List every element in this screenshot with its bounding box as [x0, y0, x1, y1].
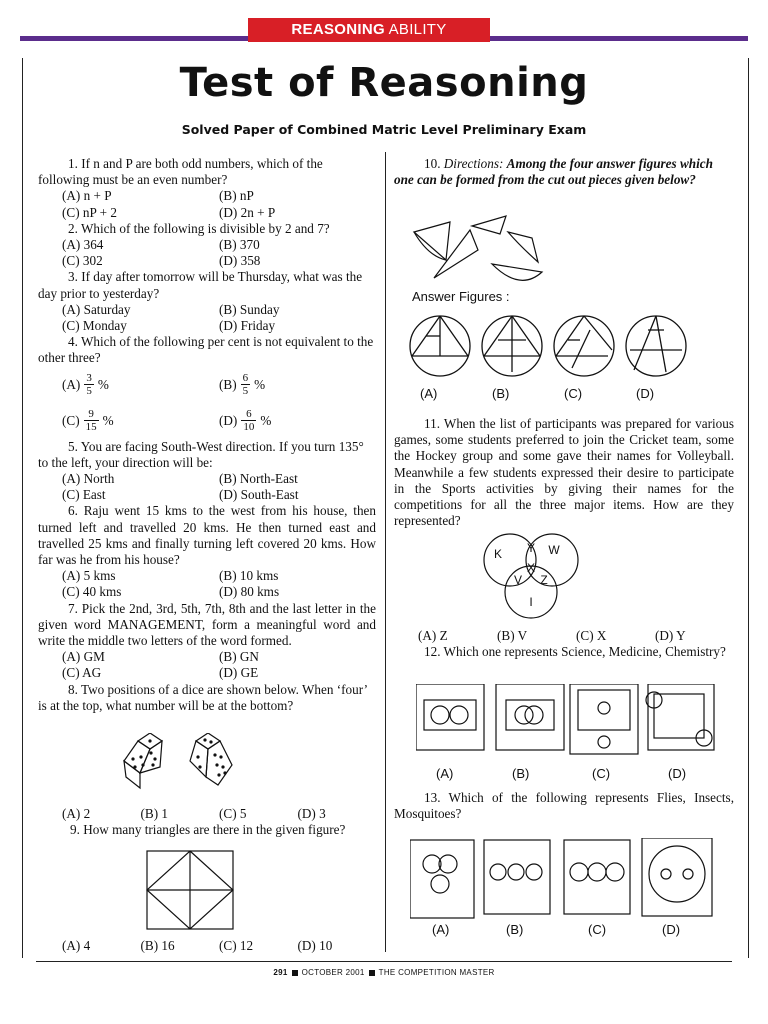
footer-square-icon	[292, 970, 298, 976]
q4-option-a-label: (A)	[62, 376, 81, 392]
q4-stem: 4. Which of the following per cent is not equivalent to the other three?	[38, 334, 374, 366]
section-tag-light: ABILITY	[388, 21, 447, 38]
q9-options	[38, 938, 376, 954]
q13-stem: 13. Which of the following represents Flies, Insects, Mosquitoes?	[394, 790, 734, 822]
q4-option-a	[62, 372, 219, 397]
q5-option-c: (C) East	[62, 487, 106, 503]
q4-a-numerator: 3	[86, 372, 92, 385]
q7-option-c: (C) AG	[62, 665, 102, 681]
q2-option-c: (C) 302	[62, 253, 103, 269]
q6-option-c: (C) 40 kms	[62, 584, 122, 600]
q5-options-row2	[38, 487, 376, 503]
q13-figure-d	[642, 838, 712, 916]
dice-1	[124, 733, 162, 788]
q8-options	[38, 806, 376, 838]
q10-figure-a	[410, 316, 470, 376]
q13-figure-a	[410, 840, 474, 918]
q8-options-row	[38, 806, 376, 822]
venn-label-x: X	[526, 561, 536, 575]
q13-label-d: (D)	[662, 922, 681, 937]
q7-option-b: (B) GN	[219, 649, 259, 665]
q1-stem	[38, 156, 376, 188]
q2-stem: 2. Which of the following is divisible by 2 and 7?	[68, 220, 330, 236]
q7-option-d: (D) GE	[219, 665, 259, 681]
q12-label-d: (D)	[668, 766, 687, 781]
q4-c-numerator: 9	[84, 408, 99, 421]
q9-triangles-figure	[146, 850, 234, 930]
q12-label-a: (A)	[436, 766, 454, 781]
q13-label-b: (B)	[506, 922, 524, 937]
q10-directions-label: Directions:	[443, 156, 504, 171]
q4-a-unit: %	[97, 376, 109, 392]
q9-option-b: (B) 16	[140, 938, 175, 953]
q9-stem: 9. How many triangles are there in the given figure?	[70, 822, 346, 838]
q11-option-c: (C) X	[576, 628, 607, 643]
q6-option-d: (D) 80 kms	[219, 584, 280, 600]
q12-figure-c	[570, 684, 638, 754]
q2-options-row1	[38, 237, 376, 253]
q7-option-a: (A) GM	[62, 649, 105, 665]
q5-option-a: (A) North	[62, 471, 115, 487]
q4-d-denominator: 10	[243, 421, 255, 434]
q8-option-b: (B) 1	[140, 806, 168, 821]
q4-c-denominator: 15	[85, 421, 97, 434]
q4-option-d-label: (D)	[219, 412, 238, 428]
q12-label-b: (B)	[512, 766, 530, 781]
q6-option-b: (B) 10 kms	[219, 568, 279, 584]
q1-option-b: (B) nP	[219, 188, 254, 204]
q10-number: 10.	[424, 156, 441, 171]
q10-label-d: (D)	[636, 386, 655, 401]
q6-option-a: (A) 5 kms	[62, 568, 116, 584]
q4-option-b-label: (B)	[219, 376, 237, 392]
q7-options-row2	[38, 665, 376, 681]
q4-options-row1	[38, 367, 376, 403]
q3-options-row2	[38, 318, 376, 334]
q2-option-a: (A) 364	[62, 237, 104, 253]
q12-figure-d	[646, 684, 714, 750]
venn-label-w: W	[548, 543, 560, 557]
q12-figures	[416, 684, 720, 766]
column-divider	[385, 152, 386, 952]
section-tag-bold: REASONING	[291, 21, 385, 38]
dice-1-dots	[131, 739, 156, 768]
q10-answer-label-wrap	[412, 289, 612, 305]
q7-stem: 7. Pick the 2nd, 3rd, 5th, 7th, 8th and the last letter in the given word MANAGEMENT, form a meaningful word and write the middle two letters of the word formed.	[38, 600, 376, 649]
bottom-rule	[36, 961, 732, 962]
q4-options-row2	[38, 403, 376, 439]
q4-option-c	[62, 408, 219, 433]
section-tag	[248, 18, 490, 42]
q10-cut-pieces	[410, 212, 560, 287]
footer-date: OCTOBER 2001	[301, 968, 365, 977]
q9-option-d: (D) 10	[297, 938, 333, 953]
q11-block	[394, 416, 734, 529]
q13-label-c: (C)	[588, 922, 607, 937]
q10-figure-b	[482, 316, 542, 376]
q1-option-c: (C) nP + 2	[62, 204, 117, 220]
q5-option-d: (D) South-East	[219, 487, 299, 503]
q1-option-a: (A) n + P	[62, 188, 112, 204]
q7-options-row1	[38, 649, 376, 665]
q6-stem: 6. Raju went 15 kms to the west from his house, then turned left and travelled 20 kms. He then turned east and travelled 25 kms and finally turning left covered 20 kms. How far was he from his house?	[38, 503, 376, 568]
q1-option-d: (D) 2n + P	[219, 204, 276, 220]
q12-figure-b	[496, 684, 564, 750]
q10-figure-d	[626, 316, 686, 376]
q13-figure-c	[564, 840, 630, 914]
q13-block	[394, 790, 734, 822]
footer-publication: THE COMPETITION MASTER	[378, 968, 495, 977]
q4-b-denominator: 5	[242, 385, 249, 398]
left-rule	[22, 58, 23, 958]
q4-option-b	[219, 372, 376, 397]
q2-option-d: (D) 358	[219, 253, 261, 269]
q5-option-b: (B) North-East	[219, 471, 298, 487]
q4-option-c-label: (C)	[62, 412, 80, 428]
q11-stem: 11. When the list of participants was prepared for various games, some students preferred to join the Cricket team, some the Hockey group and some gave their names for Volleyball. Meanwhile a few students expressed their desire to participate in the Sports activities by giving their names for the competitions for all the three major items. How are they represented?	[394, 416, 734, 529]
left-column	[38, 156, 376, 714]
q10-label-a: (A)	[420, 386, 438, 401]
q11-option-d: (D) Y	[655, 628, 686, 643]
q9-options-row	[38, 938, 376, 954]
q10-block	[394, 156, 734, 188]
q13-figures	[410, 838, 722, 920]
q5-stem: 5. You are facing South-West direction. If you turn 135° to the left, your direction will be:	[38, 438, 364, 470]
venn-label-k: K	[493, 547, 503, 561]
q4-option-a-fraction	[84, 372, 94, 397]
page-footer	[0, 968, 768, 977]
q8-option-c: (C) 5	[219, 806, 247, 821]
q2-option-b: (B) 370	[219, 237, 260, 253]
venn-label-i: I	[529, 595, 533, 609]
q4-b-numerator: 6	[242, 372, 249, 385]
q10-label-b: (B)	[492, 386, 510, 401]
q1-options-row2	[38, 205, 376, 221]
footer-square-icon	[369, 970, 375, 976]
q10-answer-figures-label: Answer Figures :	[412, 289, 510, 304]
q12-figure-a	[416, 684, 484, 750]
page-title: Test of Reasoning	[179, 60, 589, 106]
venn-label-z: Z	[540, 573, 548, 587]
right-rule	[748, 58, 749, 958]
q10-directions-text: Among the four answer figures which one can be formed from the cut out pieces given below?	[394, 156, 713, 188]
q6-options-row1	[38, 568, 376, 584]
q4-c-unit: %	[102, 412, 114, 428]
q2-options-row2	[38, 253, 376, 269]
venn-label-y: Y	[526, 541, 536, 555]
q10-figure-c	[554, 316, 614, 376]
q12-stem: 12. Which one represents Science, Medicine, Chemistry?	[424, 644, 726, 660]
q3-options-row1	[38, 302, 376, 318]
q4-b-unit: %	[254, 376, 266, 392]
q11-venn-diagram	[478, 532, 588, 622]
q11-option-b: (B) V	[497, 628, 528, 643]
q3-option-c: (C) Monday	[62, 318, 127, 334]
q3-option-d: (D) Friday	[219, 318, 276, 334]
q9-option-a: (A) 4	[62, 938, 91, 953]
q4-a-denominator: 5	[86, 385, 92, 398]
q4-option-d-fraction	[241, 408, 256, 433]
q4-option-d	[219, 408, 376, 433]
q13-label-a: (A)	[432, 922, 450, 937]
q10-label-c: (C)	[564, 386, 583, 401]
q5-options-row1	[38, 471, 376, 487]
venn-label-v: V	[513, 573, 523, 587]
footer-page-number: 291	[273, 968, 288, 977]
q1-stem-text: 1. If n and P are both odd numbers, which of the following must be an even number?	[38, 156, 323, 188]
q1-options-row1	[38, 188, 376, 204]
q8-option-a: (A) 2	[62, 806, 91, 821]
q13-figure-b	[484, 840, 550, 914]
q11-options-row	[394, 628, 734, 644]
q4-d-numerator: 6	[241, 408, 256, 421]
q9-option-c: (C) 12	[219, 938, 254, 953]
q8-dice-figure	[120, 733, 240, 793]
q12-label-c: (C)	[592, 766, 611, 781]
q4-option-b-fraction	[241, 372, 251, 397]
q8-stem: 8. Two positions of a dice are shown below. When ‘four’ is at the top, what number will be at the bottom?	[38, 681, 368, 713]
q10-stem	[394, 156, 734, 188]
q3-option-b: (B) Sunday	[219, 301, 280, 317]
q3-stem: 3. If day after tomorrow will be Thursday, what was the day prior to yesterday?	[38, 269, 363, 301]
q8-option-d: (D) 3	[297, 806, 326, 821]
q11-option-a: (A) Z	[418, 628, 448, 643]
q11-options	[394, 628, 734, 660]
q3-option-a: (A) Saturday	[62, 301, 131, 317]
q6-options-row2	[38, 584, 376, 600]
page-subtitle: Solved Paper of Combined Matric Level Preliminary Exam	[181, 122, 587, 137]
q4-d-unit: %	[260, 412, 272, 428]
q4-option-c-fraction	[84, 408, 99, 433]
